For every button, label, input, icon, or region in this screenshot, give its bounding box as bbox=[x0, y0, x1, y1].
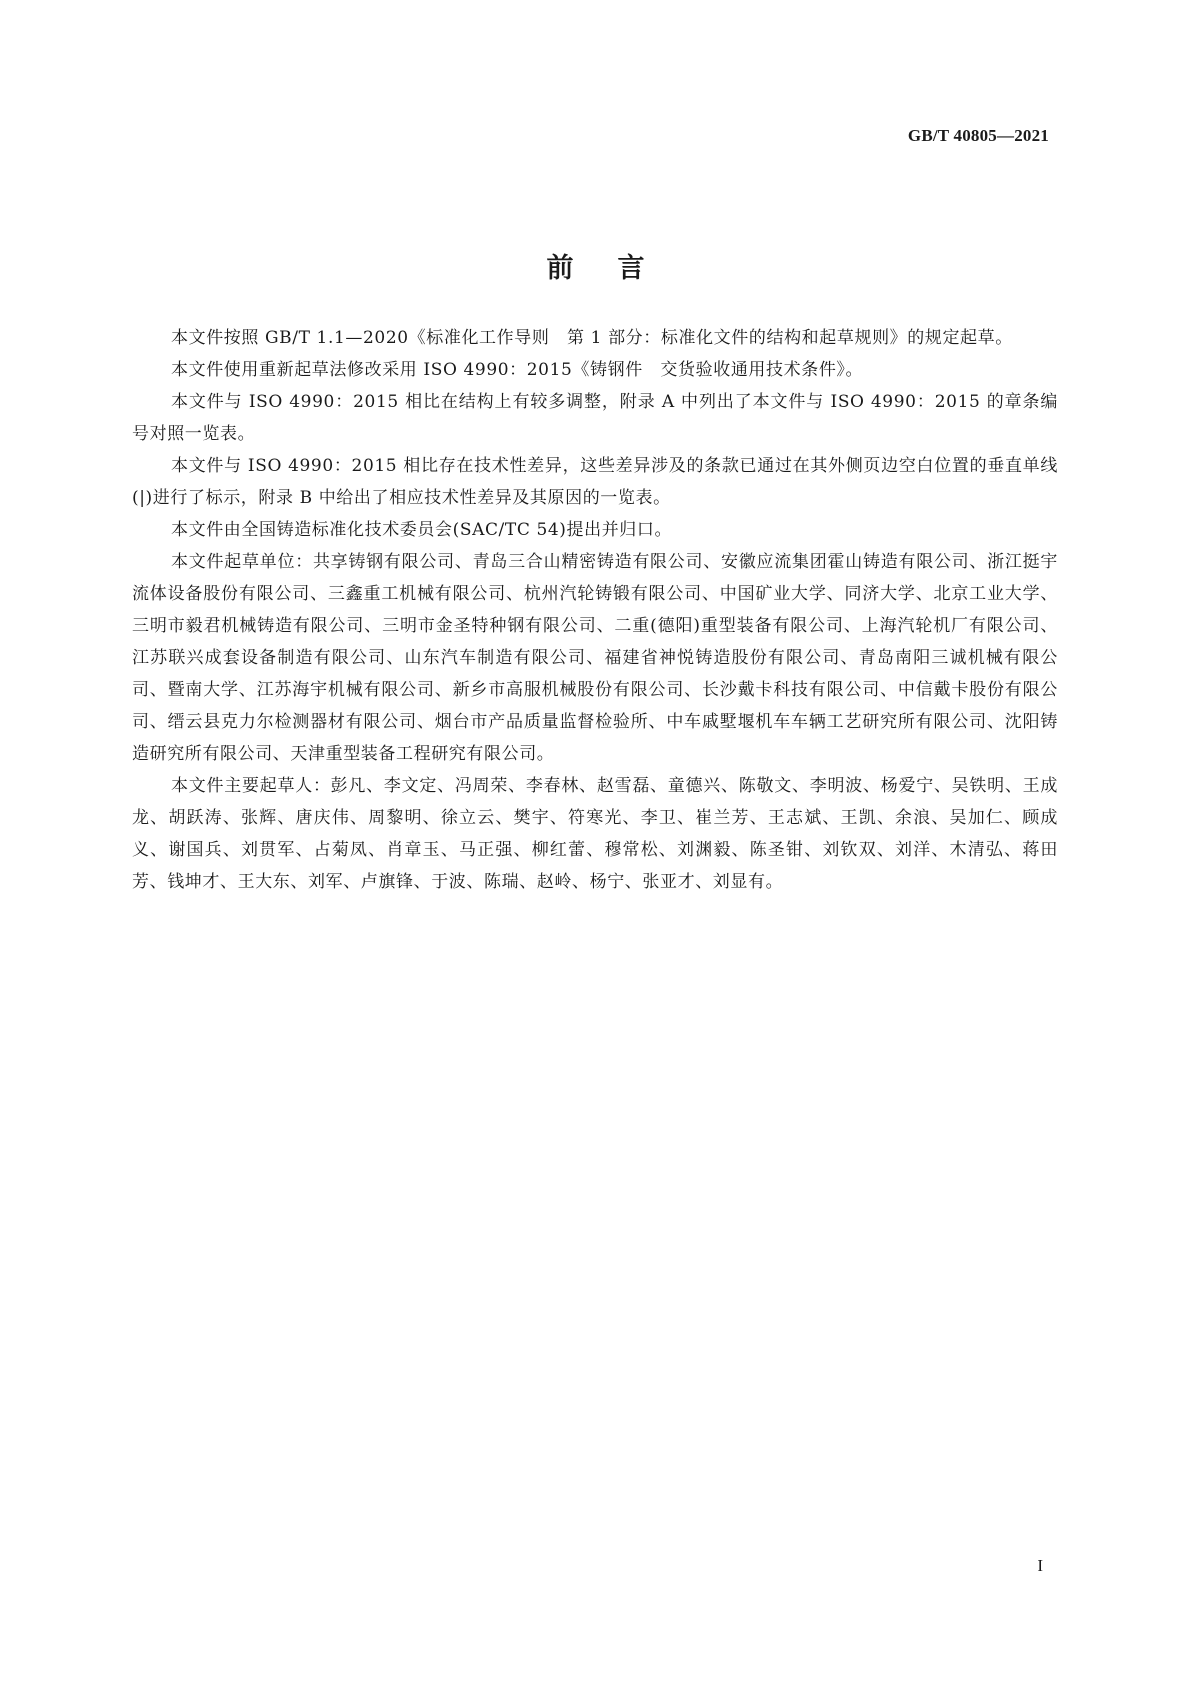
paragraph-drafting-organizations: 本文件起草单位：共享铸钢有限公司、青岛三合山精密铸造有限公司、安徽应流集团霍山铸造有限公司、浙江挺宇流体设备股份有限公司、三鑫重工机械有限公司、杭州汽轮铸锻有限公司、中国矿业大学、同济大学、北京工业大学、三明市毅君机械铸造有限公司、三明市金圣特种钢有限公司、二重(德阳)重型装备有限公司、上海汽轮机厂有限公司、江苏联兴成套设备制造有限公司、山东汽车制造有限公司、福建省神悦铸造股份有限公司、青岛南阳三诚机械有限公司、暨南大学、江苏海宇机械有限公司、新乡市高服机械股份有限公司、长沙戴卡科技有限公司、中信戴卡股份有限公司、缙云县克力尔检测器材有限公司、烟台市产品质量监督检验所、中车戚墅堰机车车辆工艺研究所有限公司、沈阳铸造研究所有限公司、天津重型装备工程研究有限公司。 bbox=[132, 552, 1058, 764]
paragraph-drafters: 本文件主要起草人：彭凡、李文定、冯周荣、李春林、赵雪磊、童德兴、陈敬文、李明波、杨爱宁、吴铁明、王成龙、胡跃涛、张辉、唐庆伟、周黎明、徐立云、樊宇、符寒光、李卫、崔兰芳、王志斌、王凯、余浪、吴加仁、顾成义、谢国兵、刘贯军、占菊凤、肖章玉、马正强、柳红蕾、穆常松、刘渊毅、陈圣钳、刘钦双、刘洋、木清弘、蒋田芳、钱坤才、王大东、刘军、卢旗锋、于波、陈瑞、赵岭、杨宁、张亚才、刘显有。 bbox=[132, 776, 1058, 892]
paragraph-drafting-rules: 本文件按照 GB/T 1.1—2020《标准化工作导则 第 1 部分：标准化文件的结构和起草规则》的规定起草。 bbox=[171, 328, 1013, 348]
paragraph-committee: 本文件由全国铸造标准化技术委员会(SAC/TC 54)提出并归口。 bbox=[171, 520, 673, 540]
paragraph-adoption: 本文件使用重新起草法修改采用 ISO 4990：2015《铸钢件 交货验收通用技术条件》。 bbox=[171, 360, 864, 380]
paragraph-technical-differences: 本文件与 ISO 4990：2015 相比存在技术性差异，这些差异涉及的条款已通过在其外侧页边空白位置的垂直单线(|)进行了标示，附录 B 中给出了相应技术性差异及其原因的一览表。 bbox=[132, 456, 1058, 508]
page-number: I bbox=[1037, 1556, 1043, 1575]
foreword-body bbox=[132, 322, 1058, 898]
document-code: GB/T 40805—2021 bbox=[907, 126, 1049, 145]
foreword-title: 前言 bbox=[546, 253, 689, 285]
paragraph-structure-changes: 本文件与 ISO 4990：2015 相比在结构上有较多调整，附录 A 中列出了本文件与 ISO 4990：2015 的章条编号对照一览表。 bbox=[132, 392, 1058, 444]
